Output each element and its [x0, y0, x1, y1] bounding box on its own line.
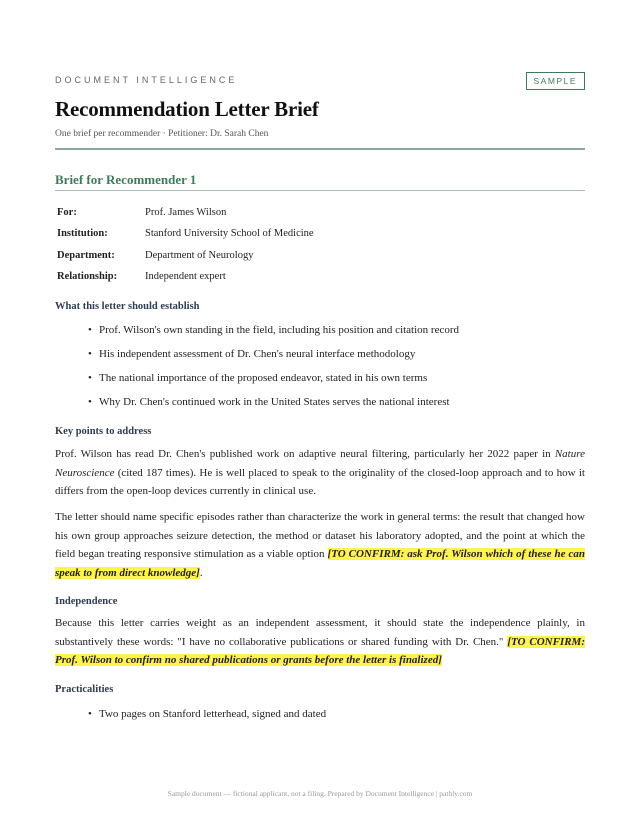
key-points-paragraph-1 [55, 445, 585, 501]
info-row [57, 223, 314, 244]
info-value: Department of Neurology [145, 249, 254, 261]
section-title: Brief for Recommender 1 [55, 172, 197, 187]
info-value: Independent expert [145, 271, 226, 283]
key-points-paragraph-2 [55, 508, 585, 582]
brand-label: DOCUMENT INTELLIGENCE [55, 75, 238, 85]
list-item: • His independent assessment of Dr. Chen's neural interface methodology [55, 342, 459, 366]
list-item: • Two pages on Stanford letterhead, signed and dated [55, 702, 326, 726]
title-divider [55, 148, 585, 150]
info-row [57, 266, 314, 287]
paragraph-text: Because this letter carries weight as an independent assessment, it should state the independence plainly, in substantively these words: "I have no collaborative publications or shared funding with Dr. Chen." [55, 617, 585, 648]
paragraph-text: The letter should name specific episodes rather than characterize the work in general terms: the result that changed how his own group approaches seizure detection, the method or dataset his laboratory adopted, and the point at which the field began treating responsive stimulation as a viable option [55, 511, 585, 560]
list-item: • Why Dr. Chen's continued work in the United States serves the national interest [55, 390, 459, 414]
key-points-heading: Key points to address [55, 426, 152, 437]
page-title: Recommendation Letter Brief [55, 97, 319, 121]
practicalities-list [55, 702, 326, 726]
info-label: Relationship: [57, 271, 118, 283]
establish-list [55, 318, 459, 414]
list-item: • The national importance of the proposed endeavor, stated in his own terms [55, 366, 459, 390]
info-value: Prof. James Wilson [145, 207, 227, 219]
sample-badge: SAMPLE [526, 72, 586, 90]
paragraph-text: Prof. Wilson has read Dr. Chen's published work on adaptive neural filtering, particularly her 2022 paper in [55, 448, 555, 460]
to-confirm-highlight: [TO CONFIRM: ask Prof. Wilson which of these he can speak to from direct knowledge] [55, 548, 585, 579]
paragraph-text: . [199, 566, 203, 579]
journal-name: Nature Neuroscience [55, 448, 585, 479]
info-label: For: [57, 207, 77, 219]
section-divider [55, 190, 585, 191]
establish-heading: What this letter should establish [55, 301, 200, 312]
paragraph-text: (cited 187 times). He is well placed to speak to the originality of the closed-loop approach and to how it differs from the open-loop devices currently in clinical use. [55, 466, 585, 497]
info-value: Stanford University School of Medicine [145, 228, 314, 240]
page-footer: Sample document — fictional applicant, not a filing. Prepared by Document Intelligence | pathly.com [167, 789, 473, 798]
info-label: Institution: [57, 228, 108, 240]
info-label: Department: [57, 249, 115, 261]
list-item: • Prof. Wilson's own standing in the field, including his position and citation record [55, 318, 459, 342]
page-subtitle: One brief per recommender · Petitioner: Dr. Sarah Chen [55, 129, 269, 139]
independence-heading: Independence [55, 596, 118, 607]
to-confirm-highlight: [TO CONFIRM: Prof. Wilson to confirm no shared publications or grants before the letter is finalized] [55, 635, 585, 666]
independence-paragraph [55, 614, 585, 670]
info-row [57, 202, 314, 223]
recommender-info-table [57, 202, 314, 287]
info-row [57, 245, 314, 266]
practicalities-heading: Practicalities [55, 684, 114, 695]
